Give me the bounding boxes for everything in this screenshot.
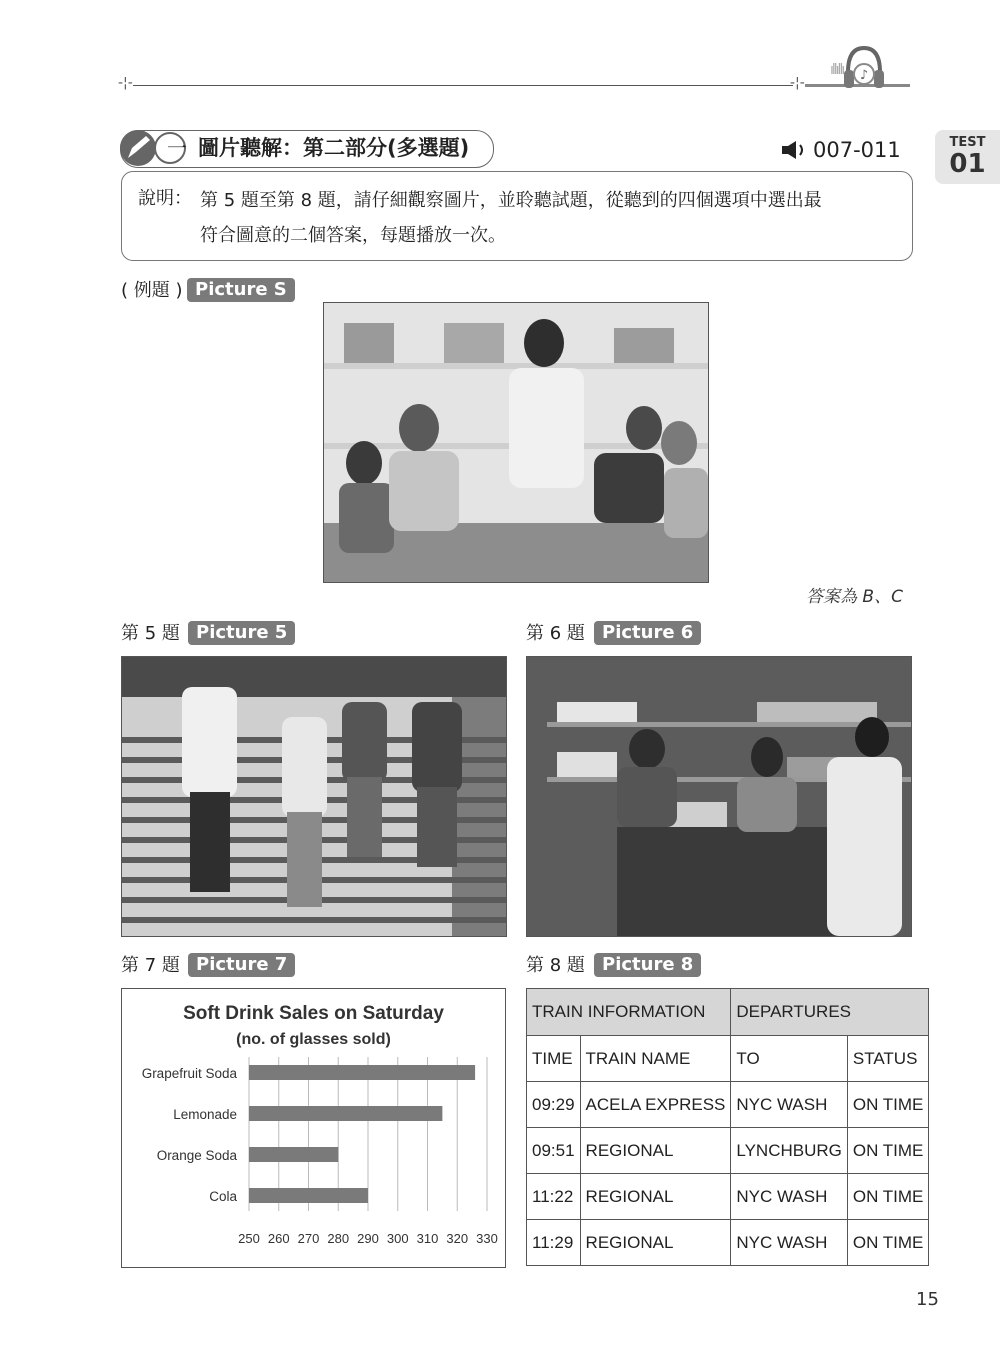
table-row	[527, 1082, 929, 1128]
instruction-label: 說明：	[138, 188, 192, 209]
soft-drink-chart	[121, 988, 506, 1268]
question-8-label: 第 8 題	[526, 955, 585, 976]
stairs-photo	[122, 657, 506, 936]
tick-label: 280	[327, 1231, 350, 1246]
cell-time: 11:22	[527, 1174, 581, 1220]
group-meeting-photo	[324, 303, 708, 582]
category-label: Lemonade	[173, 1107, 237, 1122]
table-column-row	[527, 1036, 929, 1082]
picture-6-photo	[526, 656, 912, 937]
category-label: Cola	[209, 1189, 237, 1204]
sound-wave-icon: ıllıllı	[830, 62, 844, 78]
picture-5-badge: Picture 5	[188, 621, 295, 645]
cell-to: NYC WASH	[731, 1174, 847, 1220]
page-number: 15	[916, 1289, 939, 1310]
category-label: Orange Soda	[156, 1148, 237, 1163]
top-rule	[133, 85, 793, 86]
question-5-label: 第 5 題	[121, 623, 180, 644]
picture-s-photo	[323, 302, 709, 583]
test-tab-label: TEST	[949, 135, 986, 150]
cell-train-name: REGIONAL	[580, 1174, 731, 1220]
cell-status: ON TIME	[847, 1128, 929, 1174]
rule-star-left-icon: -¦-	[118, 75, 133, 91]
bar	[249, 1147, 338, 1162]
tick-label: 310	[416, 1231, 439, 1246]
cell-time: 09:29	[527, 1082, 581, 1128]
picture-8-badge: Picture 8	[594, 953, 701, 977]
test-tab	[935, 130, 1000, 184]
rule-star-right-icon: -¦-	[790, 75, 805, 91]
instruction-line-2: 符合圖意的二個答案，每題播放一次。	[200, 225, 506, 246]
svg-text:♪: ♪	[859, 68, 869, 83]
tick-label: 320	[446, 1231, 469, 1246]
cell-to: LYNCHBURG	[731, 1128, 847, 1174]
cell-to: NYC WASH	[731, 1220, 847, 1266]
table-row	[527, 1220, 929, 1266]
instruction-text	[200, 183, 900, 253]
column-status: STATUS	[847, 1036, 929, 1082]
cell-time: 09:51	[527, 1128, 581, 1174]
picture-7-badge: Picture 7	[188, 953, 295, 977]
picture-6-badge: Picture 6	[594, 621, 701, 645]
picture-5-photo	[121, 656, 507, 937]
cell-status: ON TIME	[847, 1220, 929, 1266]
table-header-train-info: TRAIN INFORMATION	[527, 989, 731, 1036]
picture-s-badge: Picture S	[187, 278, 295, 302]
tick-label: 290	[357, 1231, 379, 1246]
tick-label: 250	[238, 1231, 260, 1246]
bar	[249, 1188, 368, 1203]
table-header-row	[527, 989, 929, 1036]
column-to: TO	[731, 1036, 847, 1082]
section-number: 一	[167, 136, 187, 160]
chart-title: Soft Drink Sales on Saturday	[183, 1003, 444, 1024]
tick-label: 270	[297, 1231, 320, 1246]
cell-to: NYC WASH	[731, 1082, 847, 1128]
question-6-label: 第 6 題	[526, 623, 585, 644]
example-answer-note: 答案為 B、C	[806, 587, 903, 607]
cell-status: ON TIME	[847, 1082, 929, 1128]
column-time: TIME	[527, 1036, 581, 1082]
example-label: ( 例題 )	[121, 280, 183, 301]
audio-track-label: 007-011	[813, 138, 901, 162]
test-tab-number: 01	[949, 149, 986, 179]
tick-label: 300	[386, 1231, 409, 1246]
bar	[249, 1106, 442, 1121]
chart-plot	[122, 989, 505, 1267]
section-title: 圖片聽解：第二部分(多選題)	[198, 136, 470, 160]
cell-time: 11:29	[527, 1220, 581, 1266]
column-train-name: TRAIN NAME	[580, 1036, 731, 1082]
bar	[249, 1065, 475, 1080]
train-info-table	[526, 988, 929, 1266]
question-7-label: 第 7 題	[121, 955, 180, 976]
cell-train-name: ACELA EXPRESS	[580, 1082, 731, 1128]
headphones-icon	[840, 42, 888, 94]
cell-train-name: REGIONAL	[580, 1128, 731, 1174]
instruction-line-1: 第 5 題至第 8 題，請仔細觀察圖片，並聆聽試題，從聽到的四個選項中選出最	[200, 190, 822, 211]
cafe-photo	[527, 657, 911, 936]
category-label: Grapefruit Soda	[141, 1066, 237, 1081]
cell-status: ON TIME	[847, 1174, 929, 1220]
chart-subtitle: (no. of glasses sold)	[236, 1031, 391, 1048]
table-header-departures: DEPARTURES	[731, 989, 929, 1036]
table-row	[527, 1174, 929, 1220]
cell-train-name: REGIONAL	[580, 1220, 731, 1266]
table-row	[527, 1128, 929, 1174]
tick-label: 330	[476, 1231, 498, 1246]
speaker-icon[interactable]	[780, 140, 810, 160]
tick-label: 260	[267, 1231, 290, 1246]
